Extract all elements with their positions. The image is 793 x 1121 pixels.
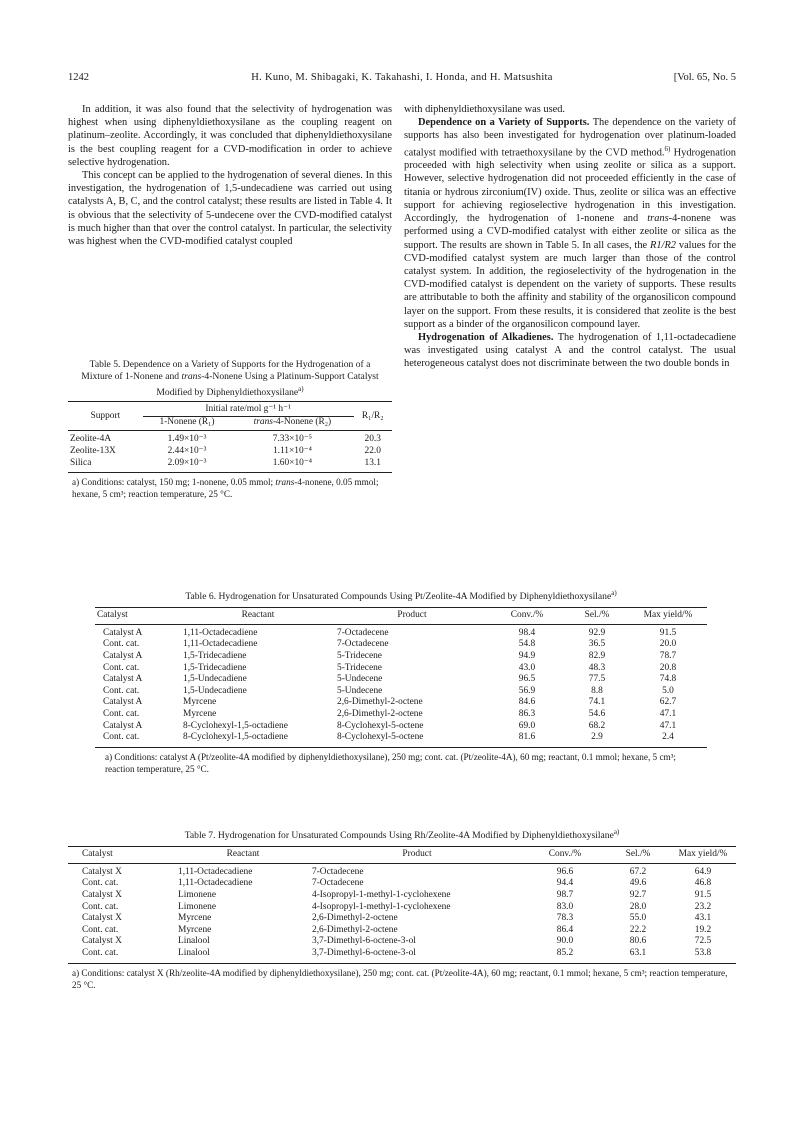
max-yield-cell: 43.1 — [694, 913, 712, 924]
section-heading: Dependence on a Variety of Supports. — [418, 117, 590, 129]
reactant-cell: Myrcene — [183, 708, 217, 719]
conversion-cell: 96.5 — [518, 674, 536, 685]
table-footnote: a) Conditions: catalyst A (Pt/zeolite-4A modified by diphenyldiethoxysilane), 250 mg; cont. cat. (Pt/zeolite-4A), 60 mg; reactant, 0.1 mmol; hexane, 5 cm³; reaction temperature, 25 °C. — [105, 751, 676, 774]
conversion-cell: 83.0 — [556, 901, 574, 912]
table-row — [68, 878, 736, 890]
table-caption: Table 5. Dependence on a Variety of Supports for the Hydrogenation of a Mixture of 1-Nonene and trans-4-Nonene Using a Platinum-Support Catalyst Modified by Diphenyldiethoxysilane$^{a)}$ — [81, 359, 379, 399]
selectivity-cell: 8.8 — [591, 685, 603, 696]
selectivity-cell: 77.5 — [588, 674, 606, 685]
catalyst-cell: Catalyst A — [103, 720, 143, 731]
selectivity-cell: 67.2 — [629, 866, 647, 877]
conversion-cell: 78.3 — [556, 913, 574, 924]
selectivity-cell: 22.2 — [629, 924, 647, 935]
column-header: Catalyst — [95, 608, 181, 625]
product-cell: 2,6-Dimethyl-2-octene — [337, 697, 423, 708]
column-header: Max yield/% — [629, 608, 707, 625]
product-cell: 8-Cyclohexyl-5-octene — [337, 720, 424, 731]
catalyst-cell: Cont. cat. — [103, 708, 140, 719]
conversion-cell: 84.6 — [518, 697, 536, 708]
reactant-cell: 1,5-Tridecadiene — [183, 662, 247, 673]
table-row — [68, 925, 736, 937]
product-cell: 4-Isopropyl-1-methyl-1-cyclohexene — [312, 889, 451, 900]
conversion-cell: 43.0 — [518, 662, 536, 673]
table-6-grid — [95, 607, 707, 748]
product-cell: 8-Cyclohexyl-5-octene — [337, 732, 424, 743]
table-row — [95, 651, 707, 663]
ratio-symbol: R1/R2 — [650, 239, 676, 251]
max-yield-cell: 74.8 — [659, 674, 677, 685]
column-header: trans-4-Nonene (R₂) — [231, 416, 353, 431]
column-header: Reactant — [176, 847, 310, 864]
catalyst-cell: Cont. cat. — [103, 732, 140, 743]
product-cell: 2,6-Dimethyl-2-octene — [337, 708, 423, 719]
reference-mark: 6) — [664, 144, 671, 153]
catalyst-cell: Cont. cat. — [103, 639, 140, 650]
selectivity-cell: 55.0 — [629, 913, 647, 924]
table-row — [95, 709, 707, 721]
table-row — [95, 697, 707, 709]
reactant-cell: Linalool — [178, 947, 210, 958]
table-5-grid — [68, 401, 392, 473]
catalyst-cell: Catalyst X — [82, 936, 122, 947]
table-row — [95, 686, 707, 698]
max-yield-cell: 64.9 — [694, 866, 712, 877]
paragraph: This concept can be applied to the hydrogenation of several dienes. In this investigation, the hydrogenation of 1,5-undecadiene was carried out using catalysts A, B, C, and the control catalyst; these results are listed in Table 4. It is obvious that the selectivity of 5-undecene over the CVD-modified catalyst is much higher than that over the control catalyst. In particular, the selectivity was highest when the CVD-modified catalyst coupled — [68, 170, 392, 248]
max-yield-cell: 53.8 — [694, 947, 712, 958]
max-yield-cell: 19.2 — [694, 924, 712, 935]
selectivity-cell: 48.3 — [588, 662, 606, 673]
reactant-cell: Myrcene — [183, 697, 217, 708]
product-cell: 3,7-Dimethyl-6-octene-3-ol — [312, 936, 416, 947]
reactant-cell: Limonene — [178, 901, 217, 912]
conversion-cell: 85.2 — [556, 947, 574, 958]
reactant-cell: 1,11-Octadecadiene — [178, 878, 253, 889]
selectivity-cell: 49.6 — [629, 878, 647, 889]
conversion-cell: 96.6 — [556, 866, 574, 877]
table-row — [95, 624, 707, 639]
max-yield-cell: 47.1 — [659, 708, 677, 719]
product-cell: 2,6-Dimethyl-2-octene — [312, 913, 398, 924]
max-yield-cell: 72.5 — [694, 936, 712, 947]
table-row — [68, 948, 736, 963]
max-yield-cell: 47.1 — [659, 720, 677, 731]
max-yield-cell: 46.8 — [694, 878, 712, 889]
column-header: Conv./% — [524, 847, 606, 864]
paragraph: Hydrogenation of Alkadienes. The hydrogenation of 1,11-octadecadiene was investigated using catalyst A and the control catalyst. The usual heterogeneous catalyst does not discriminate between the two double bonds in — [404, 331, 736, 370]
table-row — [95, 663, 707, 675]
product-cell: 7-Octadecene — [337, 639, 389, 650]
max-yield-cell: 20.8 — [659, 662, 677, 673]
max-yield-cell: 5.0 — [662, 685, 674, 696]
selectivity-cell: 80.6 — [629, 936, 647, 947]
conversion-cell: 94.9 — [518, 650, 536, 661]
page-number: 1242 — [68, 72, 89, 83]
product-cell: 2,6-Dimethyl-2-octene — [312, 924, 398, 935]
section-heading: Hydrogenation of Alkadienes. — [418, 331, 554, 343]
max-yield-cell: 20.0 — [659, 639, 677, 650]
catalyst-cell: Catalyst X — [82, 866, 122, 877]
column-header: Product — [335, 608, 489, 625]
max-yield-cell: 91.5 — [694, 889, 712, 900]
max-yield-cell: 91.5 — [659, 627, 677, 638]
selectivity-cell: 92.9 — [588, 627, 606, 638]
table-row — [95, 721, 707, 733]
catalyst-cell: Cont. cat. — [103, 662, 140, 673]
table-row — [68, 913, 736, 925]
table-row — [68, 902, 736, 914]
max-yield-cell: 62.7 — [659, 697, 677, 708]
column-header: Reactant — [181, 608, 335, 625]
selectivity-cell: 54.6 — [588, 708, 606, 719]
product-cell: 4-Isopropyl-1-methyl-1-cyclohexene — [312, 901, 451, 912]
table-caption: Table 7. Hydrogenation for Unsaturated Compounds Using Rh/Zeolite-4A Modified by Diphenyldiethoxysilane$^{a)}$ — [184, 828, 620, 842]
column-header: Support — [68, 402, 143, 431]
conversion-cell: 98.7 — [556, 889, 574, 900]
reactant-cell: 1,11-Octadecadiene — [183, 639, 258, 650]
selectivity-cell: 63.1 — [629, 947, 647, 958]
right-column — [404, 103, 736, 371]
catalyst-cell: Cont. cat. — [82, 878, 119, 889]
conversion-cell: 98.4 — [518, 627, 536, 638]
conversion-cell: 81.6 — [518, 732, 536, 743]
selectivity-cell: 68.2 — [588, 720, 606, 731]
product-cell: 5-Tridecene — [337, 650, 382, 661]
author-line: H. Kuno, M. Shibagaki, K. Takahashi, I. Honda, and H. Matsushita — [251, 72, 553, 83]
product-cell: 7-Octadecene — [312, 878, 364, 889]
running-header — [68, 72, 736, 88]
conversion-cell: 90.0 — [556, 936, 574, 947]
selectivity-cell: 36.5 — [588, 639, 606, 650]
product-cell: 7-Octadecene — [337, 627, 389, 638]
catalyst-cell: Cont. cat. — [82, 924, 119, 935]
reactant-cell: Myrcene — [178, 924, 212, 935]
catalyst-cell: Cont. cat. — [103, 685, 140, 696]
table-footnote: a) Conditions: catalyst, 150 mg; 1-nonene, 0.05 mmol; trans-4-nonene, 0.05 mmol; hexane, 5 cm³; reaction temperature, 25 °C. — [72, 477, 379, 500]
column-header: Initial rate/mol g⁻¹ h⁻¹ — [143, 402, 354, 417]
table-caption: Table 6. Hydrogenation for Unsaturated Compounds Using Pt/Zeolite-4A Modified by Diphenyldiethoxysilane$^{a)}$ — [185, 589, 617, 603]
product-cell: 3,7-Dimethyl-6-octene-3-ol — [312, 947, 416, 958]
table-row — [95, 639, 707, 651]
conversion-cell: 86.4 — [556, 924, 574, 935]
reactant-cell: 1,11-Octadecadiene — [183, 627, 258, 638]
catalyst-cell: Catalyst A — [103, 674, 143, 685]
volume-info: [Vol. 65, No. 5 — [673, 72, 736, 83]
column-header: Conv./% — [489, 608, 565, 625]
selectivity-cell: 82.9 — [588, 650, 606, 661]
column-header: Product — [310, 847, 524, 864]
table-7-grid — [68, 846, 736, 963]
table-7 — [68, 826, 736, 991]
reactant-cell: Myrcene — [178, 913, 212, 924]
table-row — [68, 863, 736, 878]
selectivity-cell: 2.9 — [591, 732, 603, 743]
conversion-cell: 86.3 — [518, 708, 536, 719]
table-row — [68, 936, 736, 948]
selectivity-cell: 92.7 — [629, 889, 647, 900]
max-yield-cell: 2.4 — [662, 732, 674, 743]
left-column — [68, 103, 392, 248]
reactant-cell: 1,5-Tridecadiene — [183, 650, 247, 661]
table-row — [95, 674, 707, 686]
table-row — [95, 732, 707, 747]
column-header: Max yield/% — [670, 847, 736, 864]
catalyst-cell: Catalyst A — [103, 627, 143, 638]
table-5 — [68, 359, 392, 500]
reactant-cell: Linalool — [178, 936, 210, 947]
reactant-cell: 1,5-Undecadiene — [183, 674, 247, 685]
catalyst-cell: Catalyst A — [103, 650, 143, 661]
column-header: Catalyst — [68, 847, 176, 864]
catalyst-cell: Cont. cat. — [82, 901, 119, 912]
column-header: R₁/R₂ — [354, 402, 393, 431]
catalyst-cell: Cont. cat. — [82, 947, 119, 958]
column-header: Sel./% — [565, 608, 629, 625]
reactant-cell: 8-Cyclohexyl-1,5-octadiene — [183, 732, 288, 743]
table-row: Silica 2.09×10⁻³ 1.60×10⁻⁴ 13.1 — [70, 457, 381, 468]
table-row — [68, 890, 736, 902]
selectivity-cell: 28.0 — [629, 901, 647, 912]
reactant-cell: 1,11-Octadecadiene — [178, 866, 253, 877]
column-header: Sel./% — [606, 847, 670, 864]
reactant-cell: 1,5-Undecadiene — [183, 685, 247, 696]
conversion-cell: 94.4 — [556, 878, 574, 889]
conversion-cell: 69.0 — [518, 720, 536, 731]
max-yield-cell: 78.7 — [659, 650, 677, 661]
conversion-cell: 54.8 — [518, 639, 536, 650]
paragraph: with diphenyldiethoxysilane was used. — [404, 104, 566, 115]
product-cell: 5-Undecene — [337, 674, 383, 685]
column-header: 1-Nonene (R₁) — [143, 416, 232, 431]
product-cell: 5-Undecene — [337, 685, 383, 696]
reactant-cell: Limonene — [178, 889, 217, 900]
table-footnote: a) Conditions: catalyst X (Rh/zeolite-4A modified by diphenyldiethoxysilane), 250 mg; cont. cat. (Pt/zeolite-4A), 60 mg; reactant, 0.1 mmol; hexane, 5 cm³; reaction temperature, 25 °C. — [72, 967, 728, 990]
reactant-cell: 8-Cyclohexyl-1,5-octadiene — [183, 720, 288, 731]
selectivity-cell: 74.1 — [588, 697, 606, 708]
table-row: Zeolite-13X 2.44×10⁻³ 1.11×10⁻⁴ 22.0 — [70, 445, 381, 456]
catalyst-cell: Catalyst X — [82, 913, 122, 924]
catalyst-cell: Catalyst X — [82, 889, 122, 900]
product-cell: 7-Octadecene — [312, 866, 364, 877]
catalyst-cell: Catalyst A — [103, 697, 143, 708]
max-yield-cell: 23.2 — [694, 901, 712, 912]
product-cell: 5-Tridecene — [337, 662, 382, 673]
table-row: Zeolite-4A 1.49×10⁻³ 7.33×10⁻⁵ 20.3 — [70, 434, 381, 445]
paragraph: In addition, it was also found that the selectivity of hydrogenation was highest when using diphenyldiethoxysilane as the coupling reagent on platinum–zeolite. Accordingly, it was concluded that diphenyldiethoxysilane is the best coupling reagent for a CVD-modification in order to achieve selective hydrogenation. — [68, 104, 392, 168]
paragraph: Dependence on a Variety of Supports. The dependence on the variety of supports has also been investigated for hydrogenation over platinum-loaded catalyst modified with tetraethoxysilane by the CVD method.$^{6)}$ Hydrogenation proceeded with high selectivity when using zeolite or silica as a support. However, selective hydrogenation did not proceeded efficiently in the case of titania or hydrous zirconium(IV) oxide. Thus, zeolite or silica was an effective support for achieving regioselective hydrogenation in this investigation. Accordingly, the hydrogenation of 1-nonene and trans-4-nonene was performed using a CVD-modified catalyst with either zeolite or silica as the support. The results are shown in Table 5. In all cases, the R1/R2 values for the CVD-modified catalyst system are much larger than those of the control catalyst system. In addition, the regioselectivity of the hydrogenation in the CVD-modified catalyst is dependent on the variety of supports. These results are attributable to both the affinity and stability of the organosilicon compound layer on the support. From these results, it is considered that zeolite is the best support as a binder of the organosilicon compound layer. — [404, 117, 736, 330]
table-6 — [95, 587, 707, 775]
conversion-cell: 56.9 — [518, 685, 536, 696]
